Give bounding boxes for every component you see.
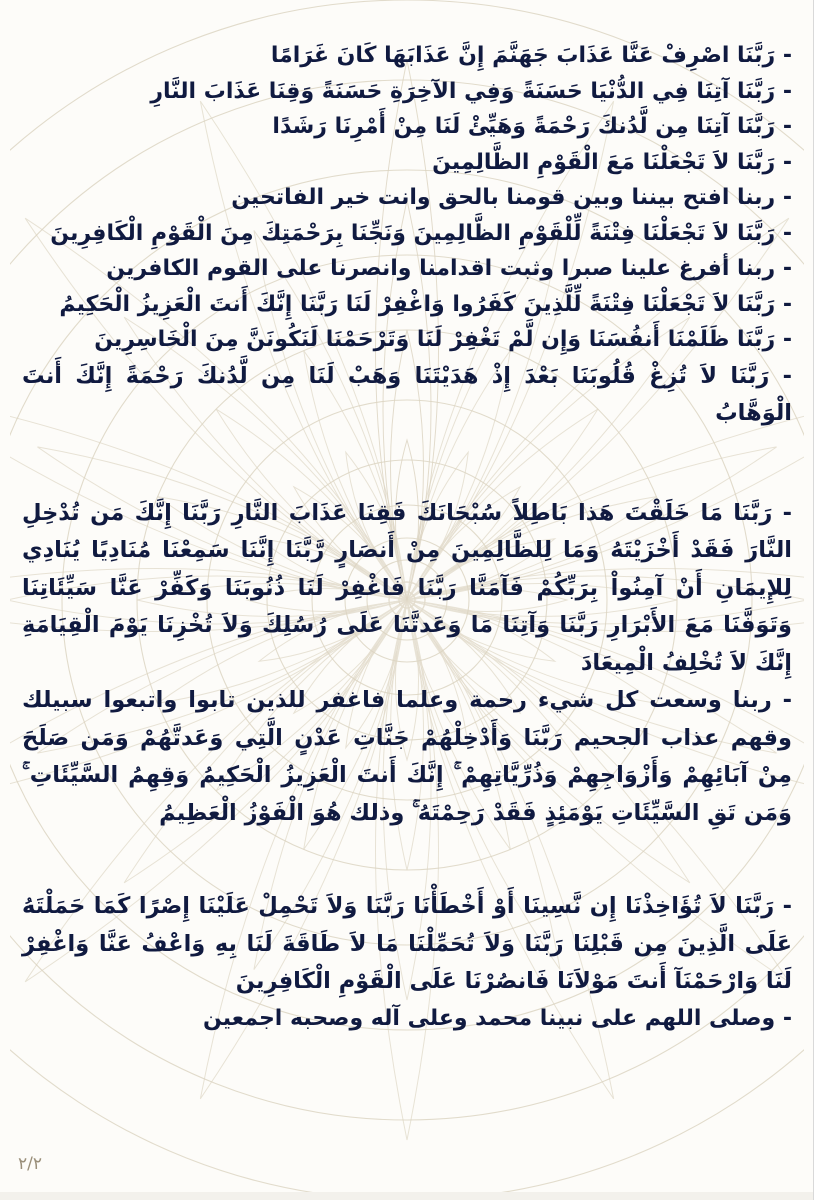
dua-line: - ربنا افتح بيننا وبين قومنا بالحق وانت خير الفاتحين [231,185,792,210]
paragraph-spacer [22,433,792,495]
dua-line: - رَبَّنَا آتِنَا فِي الدُّنْيَا حَسَنَةً وَفِي الآخِرَةِ حَسَنَةً وَقِنَا عَذَابَ النَّارِ [150,78,792,104]
dua-line: - رَبَّنَا لاَ تَجْعَلْنَا مَعَ الْقَوْمِ الظَّالِمِينَ [432,149,792,175]
dua-list [22,38,792,1036]
dua-line: - رَبَّنَا ظَلَمْنَا أَنفُسَنَا وَإِن لَّمْ تَغْفِرْ لَنَا وَتَرْحَمْنَا لَنَكُونَنَّ مِنَ الْخَاسِرِينَ [94,327,792,352]
page-number: ٢/٢ [18,1154,42,1174]
dua-paragraph-burden: - رَبَّنَا لاَ تُؤَاخِذْنَا إِن نَّسِينَا أَوْ أَخْطَأْنَا رَبَّنَا وَلاَ تَحْمِلْ عَلَيْنَا إِصْرًا كَمَا حَمَلْتَهُ عَلَى الَّذِينَ مِن قَبْلِنَا رَبَّنَا وَلاَ تُحَمِّلْنَا مَا لاَ طَاقَةَ لَنَا بِهِ وَاعْفُ عَنَّا وَاغْفِرْ لَنَا وَارْحَمْنَآ أَنتَ مَوْلاَنَا فَانصُرْنَا عَلَى الْقَوْمِ الْكَافِرِينَ [22,893,792,994]
page-bottom-edge [0,1192,814,1200]
dua-line: - رَبَّنَا اصْرِفْ عَنَّا عَذَابَ جَهَنَّمَ إِنَّ عَذَابَهَا كَانَ غَرَامًا [270,43,792,68]
dua-line: - رَبَّنَا آتِنَا مِن لَّدُنكَ رَحْمَةً وَهَيِّئْ لَنَا مِنْ أَمْرِنَا رَشَدًا [272,114,792,139]
dua-line: - رَبَّنَا لاَ تَجْعَلْنَا فِتْنَةً لِّلْقَوْمِ الظَّالِمِينَ وَنَجِّنَا بِرَحْمَتِكَ مِنَ الْقَوْمِ الْكَافِرِينَ [50,220,792,246]
dua-paragraph-creation: - رَبَّنَا مَا خَلَقْتَ هَذا بَاطِلاً سُبْحَانَكَ فَقِنَا عَذَابَ النَّارِ رَبَّنَا إِنَّكَ مَن تُدْخِلِ النَّارَ فَقَدْ أَخْزَيْتَهُ وَمَا لِلظَّالِمِينَ مِنْ أَنصَارٍ رَّبَّنَا إِنَّنَا سَمِعْنَا مُنَادِيًا يُنَادِي لِلإِيمَانِ أَنْ آمِنُواْ بِرَبِّكُمْ فَآمَنَّا رَبَّنَا فَاغْفِرْ لَنَا ذُنُوبَنَا وَكَفِّرْ عَنَّا سَيِّئَاتِنَا وَتَوَفَّنَا مَعَ الأَبْرَارِ رَبَّنَا وَآتِنَا مَا وَعَدتَّنَا عَلَى رُسُلِكَ وَلاَ تُخْزِنَا يَوْمَ الْقِيَامَةِ إِنَّكَ لاَ تُخْلِفُ الْمِيعَادَ [22,499,792,676]
dua-line: - رَبَّنَا لاَ تَجْعَلْنَا فِتْنَةً لِّلَّذِينَ كَفَرُوا وَاغْفِرْ لَنَا رَبَّنَا إِنَّكَ أَنتَ الْعَزِيزُ الْحَكِيمُ [59,291,792,317]
dua-paragraph-mercy: - ربنا وسعت كل شيء رحمة وعلما فاغفر للذين تابوا واتبعوا سبيلك وقهم عذاب الجحيم رَبَّنَا وَأَدْخِلْهُمْ جَنَّاتِ عَدْنٍ الَّتِي وَعَدتَّهُمْ وَمَن صَلَحَ مِنْ آبَائِهِمْ وَأَزْوَاجِهِمْ وَذُرِّيَّاتِهِمْ ۚ إِنَّكَ أَنتَ الْعَزِيزُ الْحَكِيمُ وَقِهِمُ السَّيِّئَاتِ ۚ وَمَن تَقِ السَّيِّئَاتِ يَوْمَئِذٍ فَقَدْ رَحِمْتَهُ ۚ وذلك هُوَ الْفَوْزُ الْعَظِيمُ [22,687,792,826]
paragraph-spacer [22,832,792,888]
closing-line: - وصلى اللهم على نبينا محمد وعلى آله وصحبه اجمعين [203,1005,792,1031]
dua-paragraph-hearts: - رَبَّنَا لاَ تُزِغْ قُلُوبَنَا بَعْدَ إِذْ هَدَيْتَنَا وَهَبْ لَنَا مِن لَّدُنكَ رَحْمَةً إِنَّكَ أَنتَ الْوَهَّابُ [22,362,792,426]
dua-line: - ربنا أفرغ علينا صبرا وثبت اقدامنا وانصرنا على القوم الكافرين [106,256,792,281]
